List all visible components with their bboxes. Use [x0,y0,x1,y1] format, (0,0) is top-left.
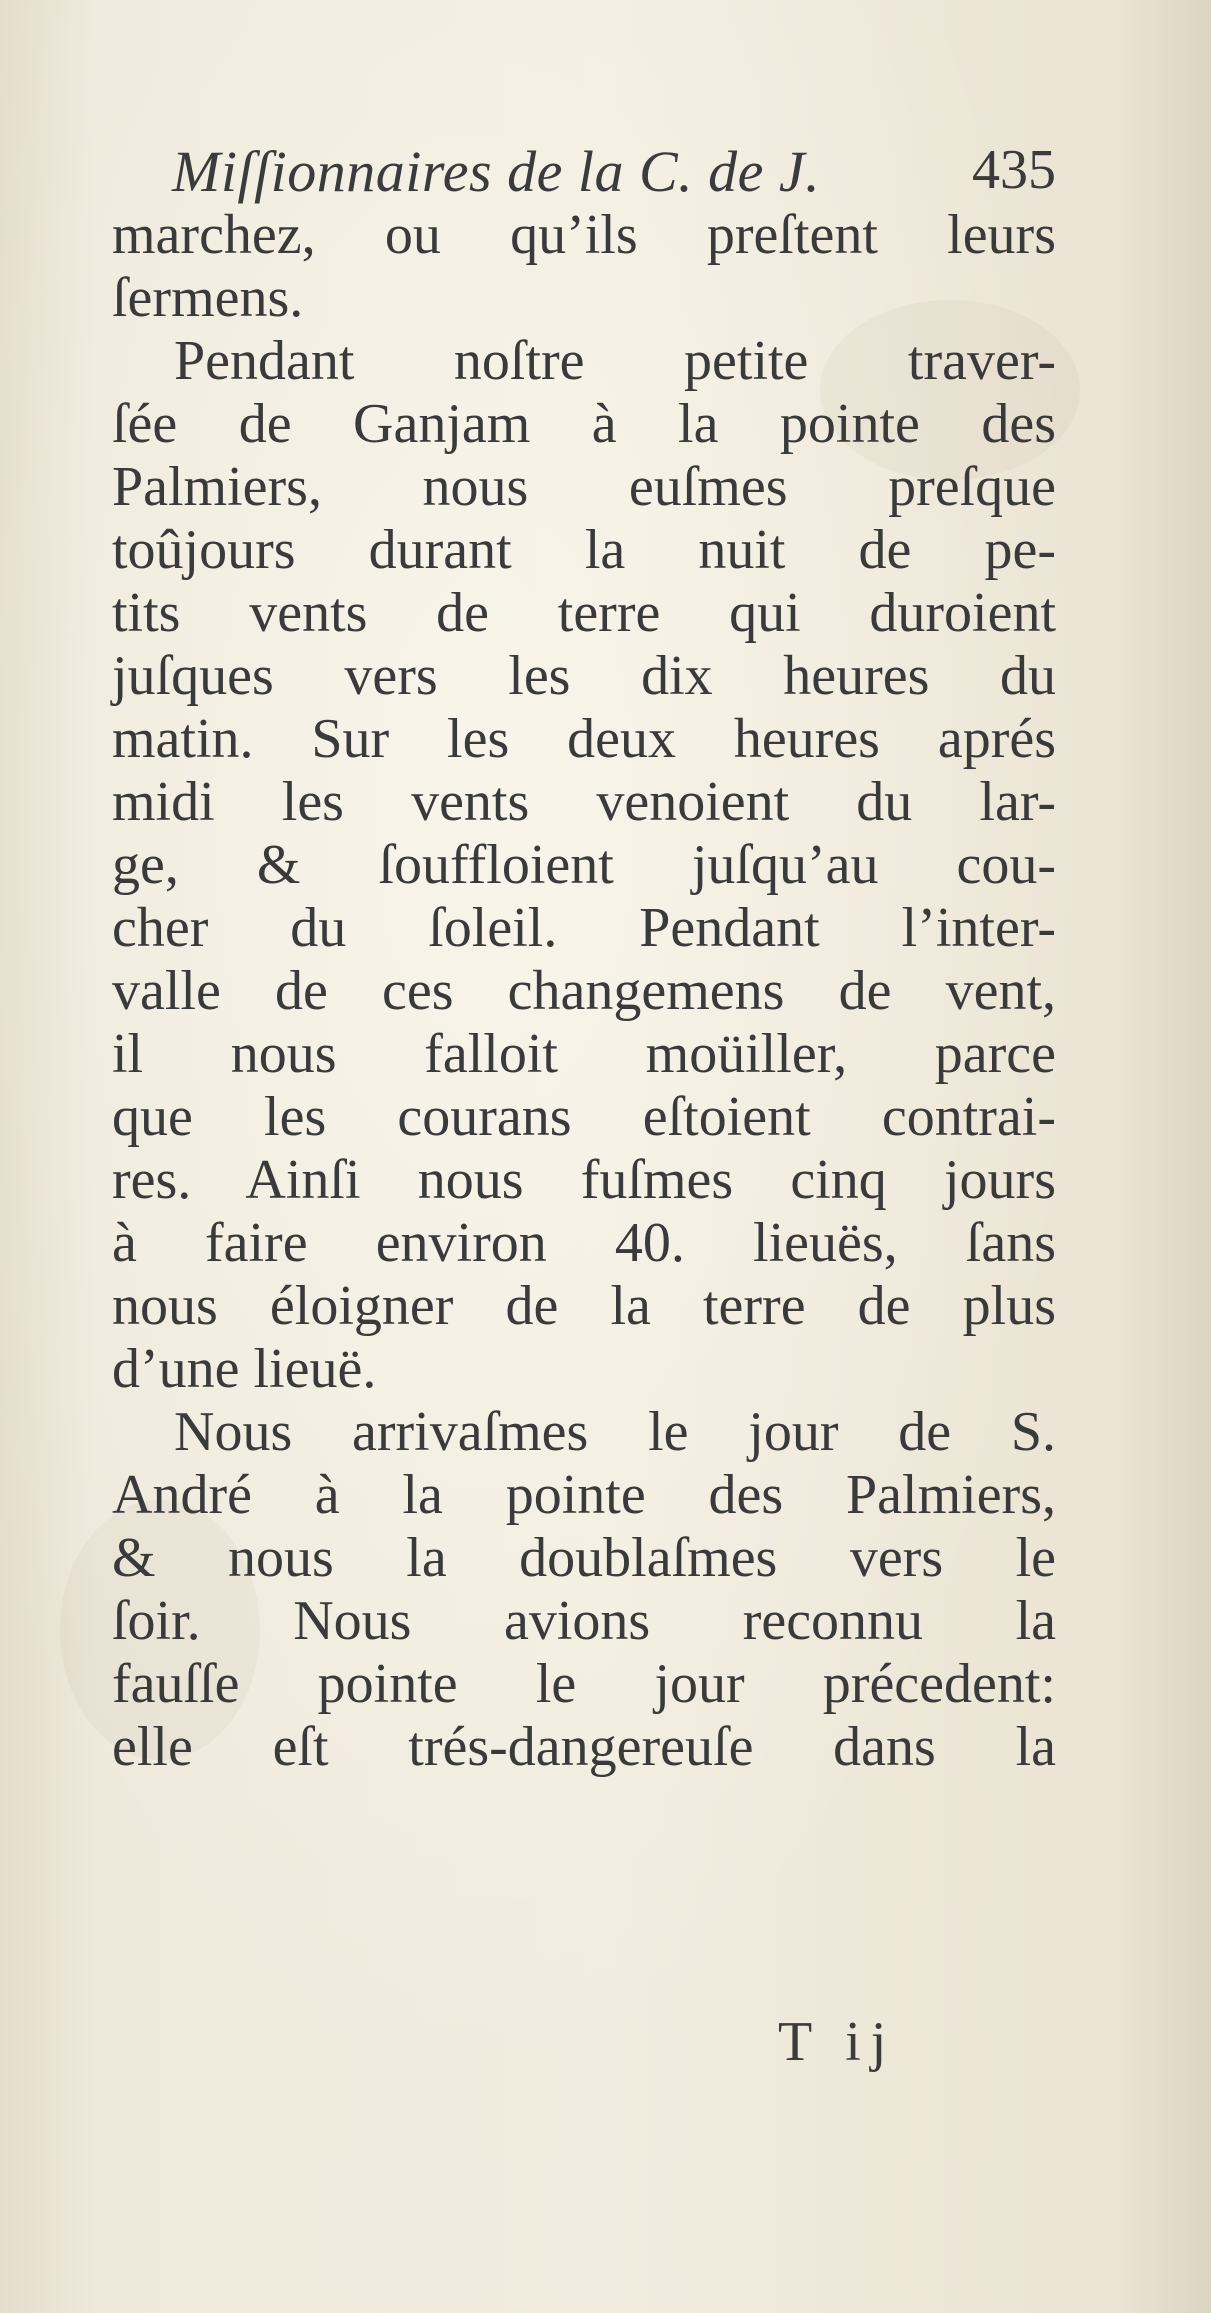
text-line: à faire environ 40. lieuës, ſans [112,1212,1056,1274]
text-line: & nous la doublaſmes vers le [112,1527,1056,1589]
text-line: que les courans eſtoient contrai- [112,1086,1056,1148]
text-line: elle eſt trés-dangereuſe dans la [112,1716,1056,1778]
text-line: marchez, ou qu’ils preſtent leurs [112,204,1056,266]
text-line: midi les vents venoient du lar- [112,771,1056,833]
signature-mark: T ij [778,2011,897,2073]
text-line: nous éloigner de la terre de plus [112,1275,1056,1337]
text-line: cher du ſoleil. Pendant l’inter- [112,897,1056,959]
text-block [112,138,1056,1779]
text-line: juſques vers les dix heures du [112,645,1056,707]
text-line: Palmiers, nous euſmes preſque [112,456,1056,518]
text-line: res. Ainſi nous fuſmes cinq jours [112,1149,1056,1211]
text-line: valle de ces changemens de vent, [112,960,1056,1022]
paragraph-start-line: Nous arrivaſmes le jour de S. [174,1401,1056,1463]
text-line: tits vents de terre qui duroient [112,582,1056,644]
page-header [112,138,1056,204]
text-line: ge, & ſouffloient juſqu’au cou- [112,834,1056,896]
text-line: toûjours durant la nuit de pe- [112,519,1056,581]
text-line: ſoir. Nous avions reconnu la [112,1590,1056,1652]
running-title: Miſſionnaires de la C. de J. [172,139,821,204]
paragraph-start-line: Pendant noſtre petite traver- [174,330,1056,392]
text-line: d’une lieuë. [112,1338,377,1400]
text-line: André à la pointe des Palmiers, [112,1464,1056,1526]
text-line: ſée de Ganjam à la pointe des [112,393,1056,455]
text-line: il nous falloit moüiller, parce [112,1023,1056,1085]
text-line: fauſſe pointe le jour précedent: [112,1653,1056,1715]
text-line: ſermens. [112,267,304,329]
page-number: 435 [972,139,1056,201]
text-line: matin. Sur les deux heures aprés [112,708,1056,770]
